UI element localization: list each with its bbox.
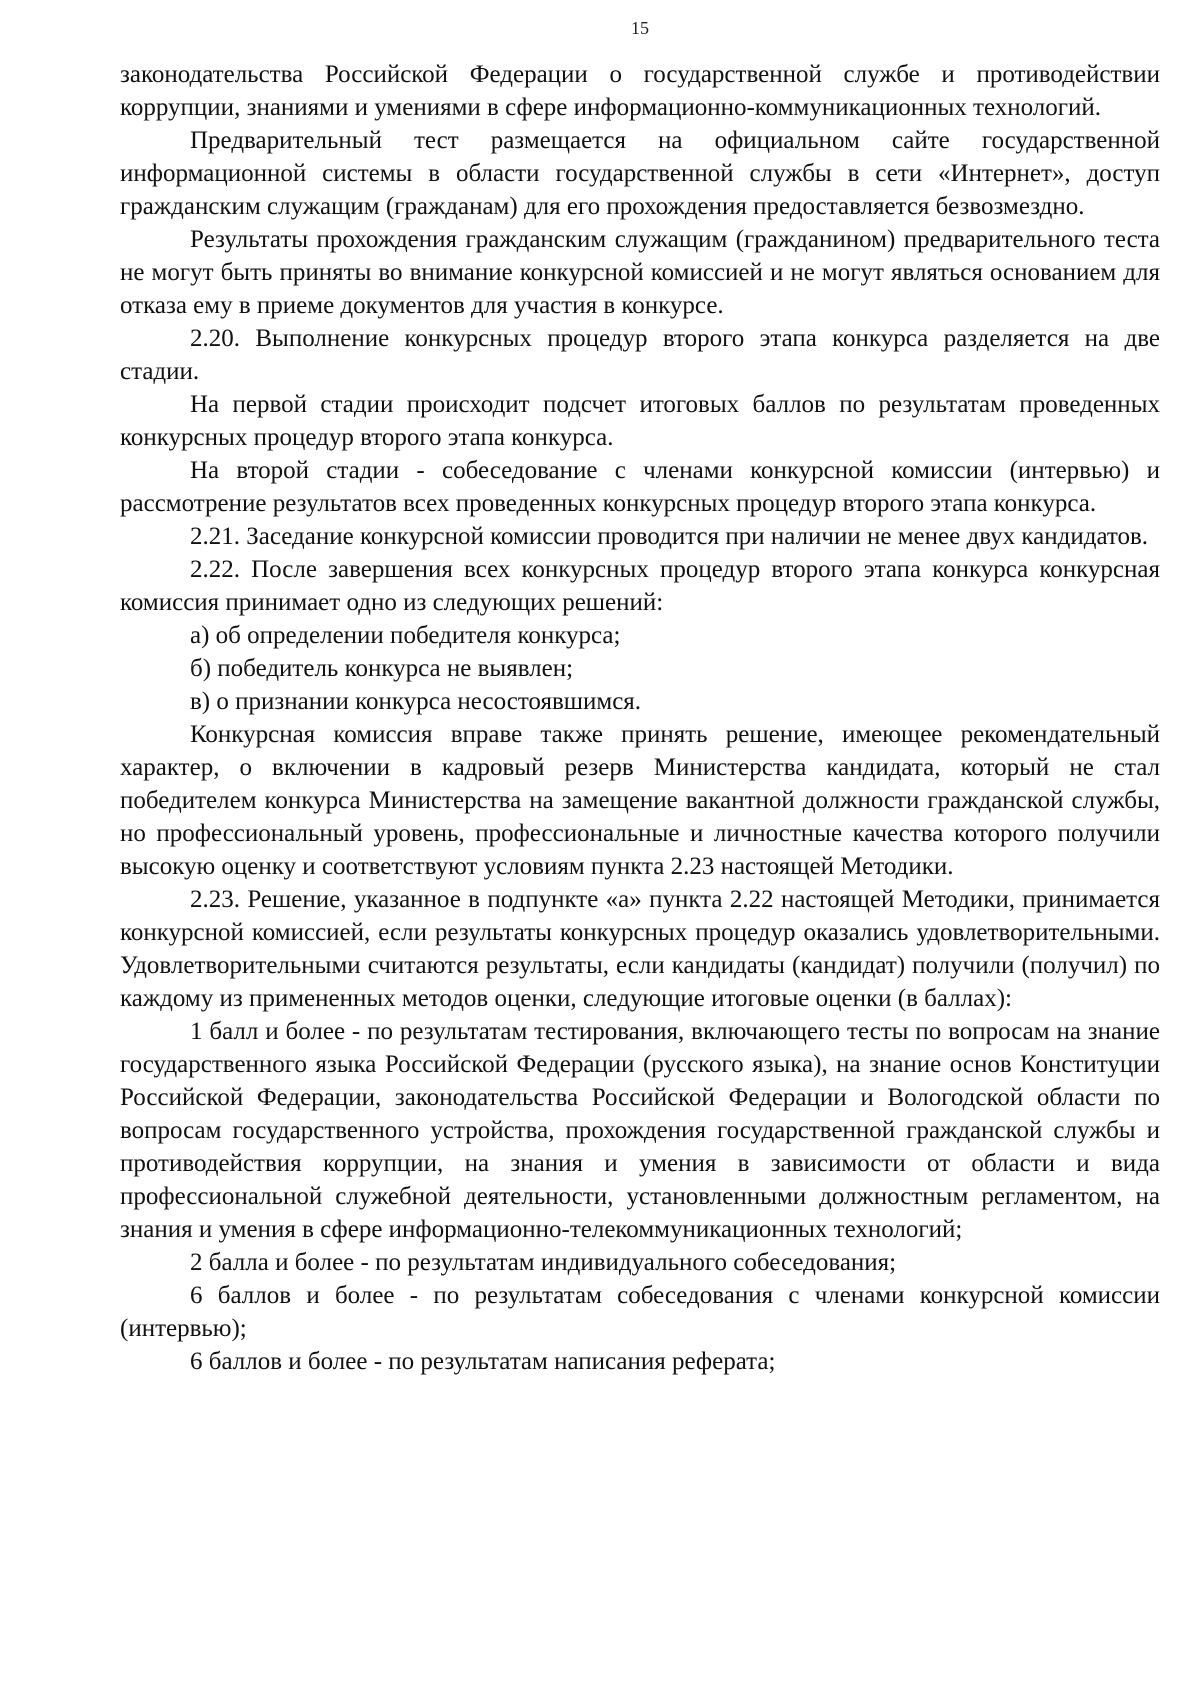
paragraph-second-stage: На второй стадии - собеседование с членами конкурсной комиссии (интервью) и рассмотрение результатов всех проведенных конкурсных процедур второго этапа конкурса. xyxy=(120,457,1160,517)
paragraph-interview-score: 2 балла и более - по результатам индивидуального собеседования; xyxy=(190,1249,897,1276)
paragraph-reserve-recommendation: Конкурсная комиссия вправе также принять решение, имеющее рекомендательный характер, о включении в кадровый резерв Министерства кандидата, который не стал победителем конкурса Министерства на замещение вакантной должности гражданской службы, но профессиональный уровень, профессиональные и личностные качества которого получили высокую оценку и соответствуют условиям пункта 2.23 настоящей Методики. xyxy=(120,721,1160,880)
paragraph-first-stage: На первой стадии происходит подсчет итоговых баллов по результатам проведенных конкурсных процедур второго этапа конкурса. xyxy=(120,391,1160,451)
paragraph-test-results: Результаты прохождения гражданским служащим (гражданином) предварительного теста не могут быть приняты во внимание конкурсной комиссией и не могут являться основанием для отказа ему в приеме документов для участия в конкурсе. xyxy=(120,226,1160,319)
paragraph-testing-score: 1 балл и более - по результатам тестирования, включающего тесты по вопросам на знание государственного языка Российской Федерации (русского языка), на знание основ Конституции Российской Федерации, законодательства Российской Федерации и Вологодской области по вопросам государственного устройства, прохождения государственной гражданской службы и противодействия коррупции, на знания и умения в зависимости от области и вида профессиональной служебной деятельности, установленными должностным регламентом, на знания и умения в сфере информационно-телекоммуникационных технологий; xyxy=(120,1018,1160,1243)
paragraph-continuation: законодательства Российской Федерации о государственной службе и противодействии коррупции, знаниями и умениями в сфере информационно-коммуникационных технологий. xyxy=(120,61,1160,121)
paragraph-2-21: 2.21. Заседание конкурсной комиссии проводится при наличии не менее двух кандидатов. xyxy=(190,523,1149,550)
list-item-v: в) о признании конкурса несостоявшимся. xyxy=(190,688,642,715)
list-item-b: б) победитель конкурса не выявлен; xyxy=(190,655,574,682)
list-item-a: а) об определении победителя конкурса; xyxy=(190,622,621,649)
paragraph-2-23: 2.23. Решение, указанное в подпункте «а» пункта 2.22 настоящей Методики, принимается конкурсной комиссией, если результаты конкурсных процедур оказались удовлетворительными. Удовлетворительными считаются результаты, если кандидаты (кандидат) получили (получил) по каждому из примененных методов оценки, следующие итоговые оценки (в баллах): xyxy=(120,886,1160,1012)
document-body xyxy=(120,58,1160,1378)
paragraph-commission-interview-score: 6 баллов и более - по результатам собеседования с членами конкурсной комиссии (интервью); xyxy=(120,1282,1160,1342)
paragraph-2-20: 2.20. Выполнение конкурсных процедур второго этапа конкурса разделяется на две стадии. xyxy=(120,325,1160,385)
paragraph-essay-score: 6 баллов и более - по результатам написания реферата; xyxy=(190,1348,776,1375)
paragraph-2-22: 2.22. После завершения всех конкурсных процедур второго этапа конкурса конкурсная комиссия принимает одно из следующих решений: xyxy=(120,556,1160,616)
page-number: 15 xyxy=(631,18,649,38)
paragraph-preliminary-test: Предварительный тест размещается на официальном сайте государственной информационной системы в области государственной службы в сети «Интернет», доступ гражданским служащим (гражданам) для его прохождения предоставляется безвозмездно. xyxy=(120,127,1160,220)
